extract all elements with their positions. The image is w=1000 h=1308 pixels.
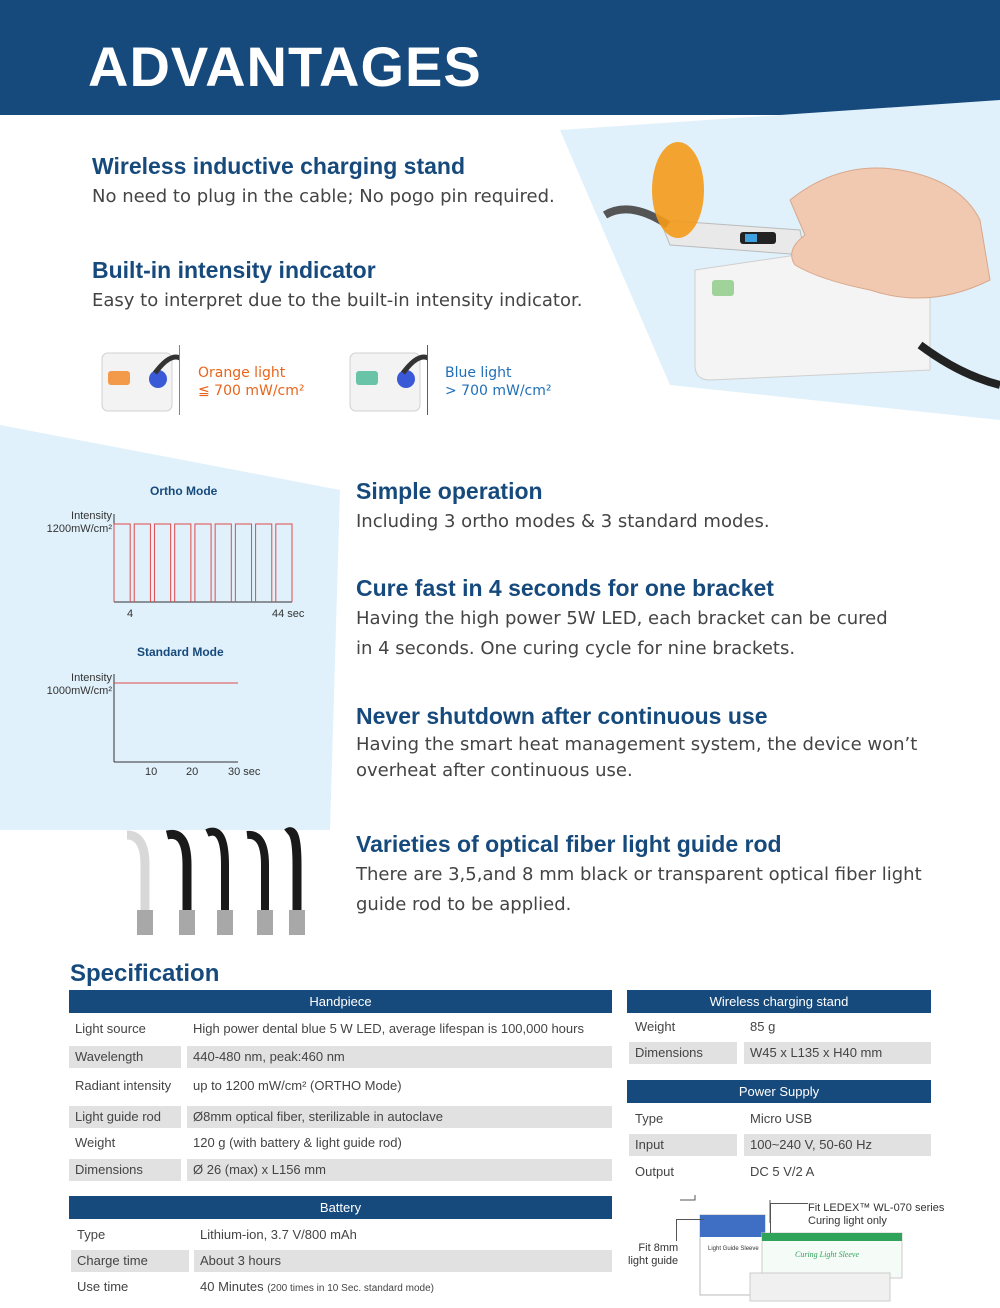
page-title: ADVANTAGES bbox=[88, 35, 482, 98]
light-guide-line-2: guide rod to be applied. bbox=[356, 894, 572, 915]
fit-8mm-line-1: Fit 8mm bbox=[638, 1242, 679, 1254]
sleeve-box-label-2: Curing Light Sleeve bbox=[795, 1250, 859, 1259]
standard-ylabel-line-1: Intensity bbox=[71, 672, 112, 684]
handpiece-row-label: Light source bbox=[75, 1021, 146, 1036]
feature-title-cure-fast: Cure fast in 4 seconds for one bracket bbox=[356, 575, 774, 601]
feature-desc-indicator: Easy to interpret due to the built-in intensity indicator. bbox=[92, 290, 583, 311]
never-shutdown-line-2: overheat after continuous use. bbox=[356, 760, 633, 781]
ortho-pulse bbox=[154, 524, 170, 602]
power-row-value: Micro USB bbox=[750, 1111, 813, 1126]
ortho-pulse bbox=[215, 524, 231, 602]
stand-row-value: 85 g bbox=[750, 1019, 776, 1034]
battery-row-label: Use time bbox=[77, 1279, 129, 1294]
battery-row-value bbox=[194, 1276, 612, 1298]
blue-light-value: > 700 mW/cm² bbox=[445, 383, 552, 399]
curing-light-product-image bbox=[600, 140, 1000, 400]
handpiece-row-label: Light guide rod bbox=[69, 1106, 181, 1128]
standard-chart-ylabel bbox=[40, 672, 112, 698]
feature-desc-simple-operation: Including 3 ortho modes & 3 standard modes. bbox=[356, 511, 770, 532]
fit-ledex-line-2: Curing light only bbox=[808, 1215, 887, 1227]
standard-chart-title: Standard Mode bbox=[137, 645, 224, 659]
stand-indicator bbox=[712, 280, 734, 296]
blue-divider bbox=[427, 345, 428, 415]
handpiece-row-value: 120 g (with battery & light guide rod) bbox=[193, 1135, 402, 1150]
rod-black-1 bbox=[167, 834, 195, 935]
battery-table-header: Battery bbox=[69, 1196, 612, 1219]
battery-row-value: About 3 hours bbox=[194, 1250, 612, 1272]
handpiece-row-label: Dimensions bbox=[69, 1159, 181, 1181]
feature-title-light-guide: Varieties of optical fiber light guide rod bbox=[356, 831, 782, 857]
ortho-pulse bbox=[276, 524, 292, 602]
battery-use-time-note: (200 times in 10 Sec. standard mode) bbox=[267, 1283, 434, 1294]
feature-title-simple-operation: Simple operation bbox=[356, 478, 543, 504]
rod-black-3 bbox=[247, 835, 273, 935]
battery-row-label: Charge time bbox=[71, 1250, 189, 1272]
specification-title: Specification bbox=[70, 960, 220, 987]
ortho-tick-44: 44 sec bbox=[272, 608, 305, 620]
standard-tick-10: 10 bbox=[145, 766, 158, 778]
ortho-chart-title: Ortho Mode bbox=[150, 484, 218, 498]
light-guide-line-1: There are 3,5,and 8 mm black or transparent optical fiber light bbox=[356, 864, 922, 885]
standard-tick-20: 20 bbox=[186, 766, 199, 778]
ortho-pulse bbox=[256, 524, 272, 602]
ortho-pulse bbox=[114, 524, 130, 602]
battery-row-value: Lithium-ion, 3.7 V/800 mAh bbox=[200, 1227, 357, 1242]
rod-black-4 bbox=[287, 832, 305, 935]
stand-blue-indicator-image bbox=[348, 343, 428, 413]
fit-8mm-line-2: light guide bbox=[628, 1255, 679, 1267]
handpiece-row-value: up to 1200 mW/cm² (ORTHO Mode) bbox=[193, 1078, 402, 1093]
battery-row-label: Type bbox=[77, 1227, 106, 1242]
handpiece-row-value: Ø8mm optical fiber, sterilizable in autoclave bbox=[187, 1106, 612, 1128]
feature-title-wireless: Wireless inductive charging stand bbox=[92, 153, 465, 179]
stand-row-label: Weight bbox=[635, 1019, 676, 1034]
ortho-ylabel-line-1: Intensity bbox=[71, 510, 112, 522]
ortho-chart-ylabel bbox=[40, 510, 112, 536]
ortho-chart bbox=[110, 510, 300, 610]
power-row-label: Type bbox=[635, 1111, 664, 1126]
power-row-value: DC 5 V/2 A bbox=[750, 1164, 815, 1179]
orange-light-value: ≦ 700 mW/cm² bbox=[198, 383, 305, 399]
power-row-label: Output bbox=[635, 1164, 675, 1179]
stand-row-label: Dimensions bbox=[629, 1042, 737, 1064]
stand-row-value: W45 x L135 x H40 mm bbox=[744, 1042, 931, 1064]
ortho-pulse bbox=[195, 524, 211, 602]
ortho-pulse bbox=[235, 524, 251, 602]
handpiece-row-value: Ø 26 (max) x L156 mm bbox=[187, 1159, 612, 1181]
stand-orange-indicator-image bbox=[100, 343, 180, 413]
blue-light-label: Blue light bbox=[445, 365, 512, 381]
feature-title-indicator: Built-in intensity indicator bbox=[92, 257, 376, 283]
standard-tick-30: 30 sec bbox=[228, 766, 261, 778]
power-cable bbox=[920, 345, 1000, 385]
handpiece-row-value: 440-480 nm, peak:460 nm bbox=[187, 1046, 612, 1068]
stand-table-header: Wireless charging stand bbox=[627, 990, 931, 1013]
handpiece-row-label: Weight bbox=[75, 1135, 116, 1150]
rod-transparent bbox=[127, 835, 153, 935]
feature-title-never-shutdown: Never shutdown after continuous use bbox=[356, 703, 768, 729]
orange-divider bbox=[179, 345, 180, 415]
cure-fast-line-2: in 4 seconds. One curing cycle for nine brackets. bbox=[356, 638, 796, 659]
feature-desc-wireless: No need to plug in the cable; No pogo pin required. bbox=[92, 186, 555, 207]
orange-light-label: Orange light bbox=[198, 365, 286, 381]
handpiece-row-label: Radiant intensity bbox=[75, 1078, 172, 1093]
feature-desc-cure-fast bbox=[356, 604, 888, 664]
feature-desc-light-guide bbox=[356, 860, 922, 920]
fit-ledex-note bbox=[808, 1202, 944, 1228]
power-table-header: Power Supply bbox=[627, 1080, 931, 1103]
ortho-pulse bbox=[175, 524, 191, 602]
handpiece-row-label: Wavelength bbox=[69, 1046, 181, 1068]
ortho-tick-4: 4 bbox=[127, 608, 134, 620]
standard-chart bbox=[110, 670, 250, 770]
ortho-pulse bbox=[134, 524, 150, 602]
fit-8mm-note bbox=[628, 1242, 678, 1268]
battery-use-time: 40 Minutes bbox=[200, 1279, 264, 1294]
light-guide-rods-image bbox=[115, 825, 315, 940]
never-shutdown-line-1: Having the smart heat management system, the device won’t bbox=[356, 734, 918, 755]
handpiece-table-header: Handpiece bbox=[69, 990, 612, 1013]
fit-ledex-line-1: Fit LEDEX™ WL-070 series bbox=[808, 1202, 945, 1214]
cure-fast-line-1: Having the high power 5W LED, each bracket can be cured bbox=[356, 608, 888, 629]
rod-black-2 bbox=[207, 832, 233, 935]
orange-shield bbox=[652, 142, 704, 238]
feature-desc-never-shutdown bbox=[356, 732, 917, 784]
ortho-ylabel-line-2: 1200mW/cm² bbox=[46, 523, 112, 535]
power-row-label: Input bbox=[629, 1134, 737, 1156]
handpiece-row-value: High power dental blue 5 W LED, average lifespan is 100,000 hours bbox=[193, 1021, 584, 1036]
standard-ylabel-line-2: 1000mW/cm² bbox=[46, 685, 112, 697]
power-row-value: 100~240 V, 50-60 Hz bbox=[744, 1134, 931, 1156]
sleeve-box-label-1: Light Guide Sleeve bbox=[708, 1246, 759, 1252]
